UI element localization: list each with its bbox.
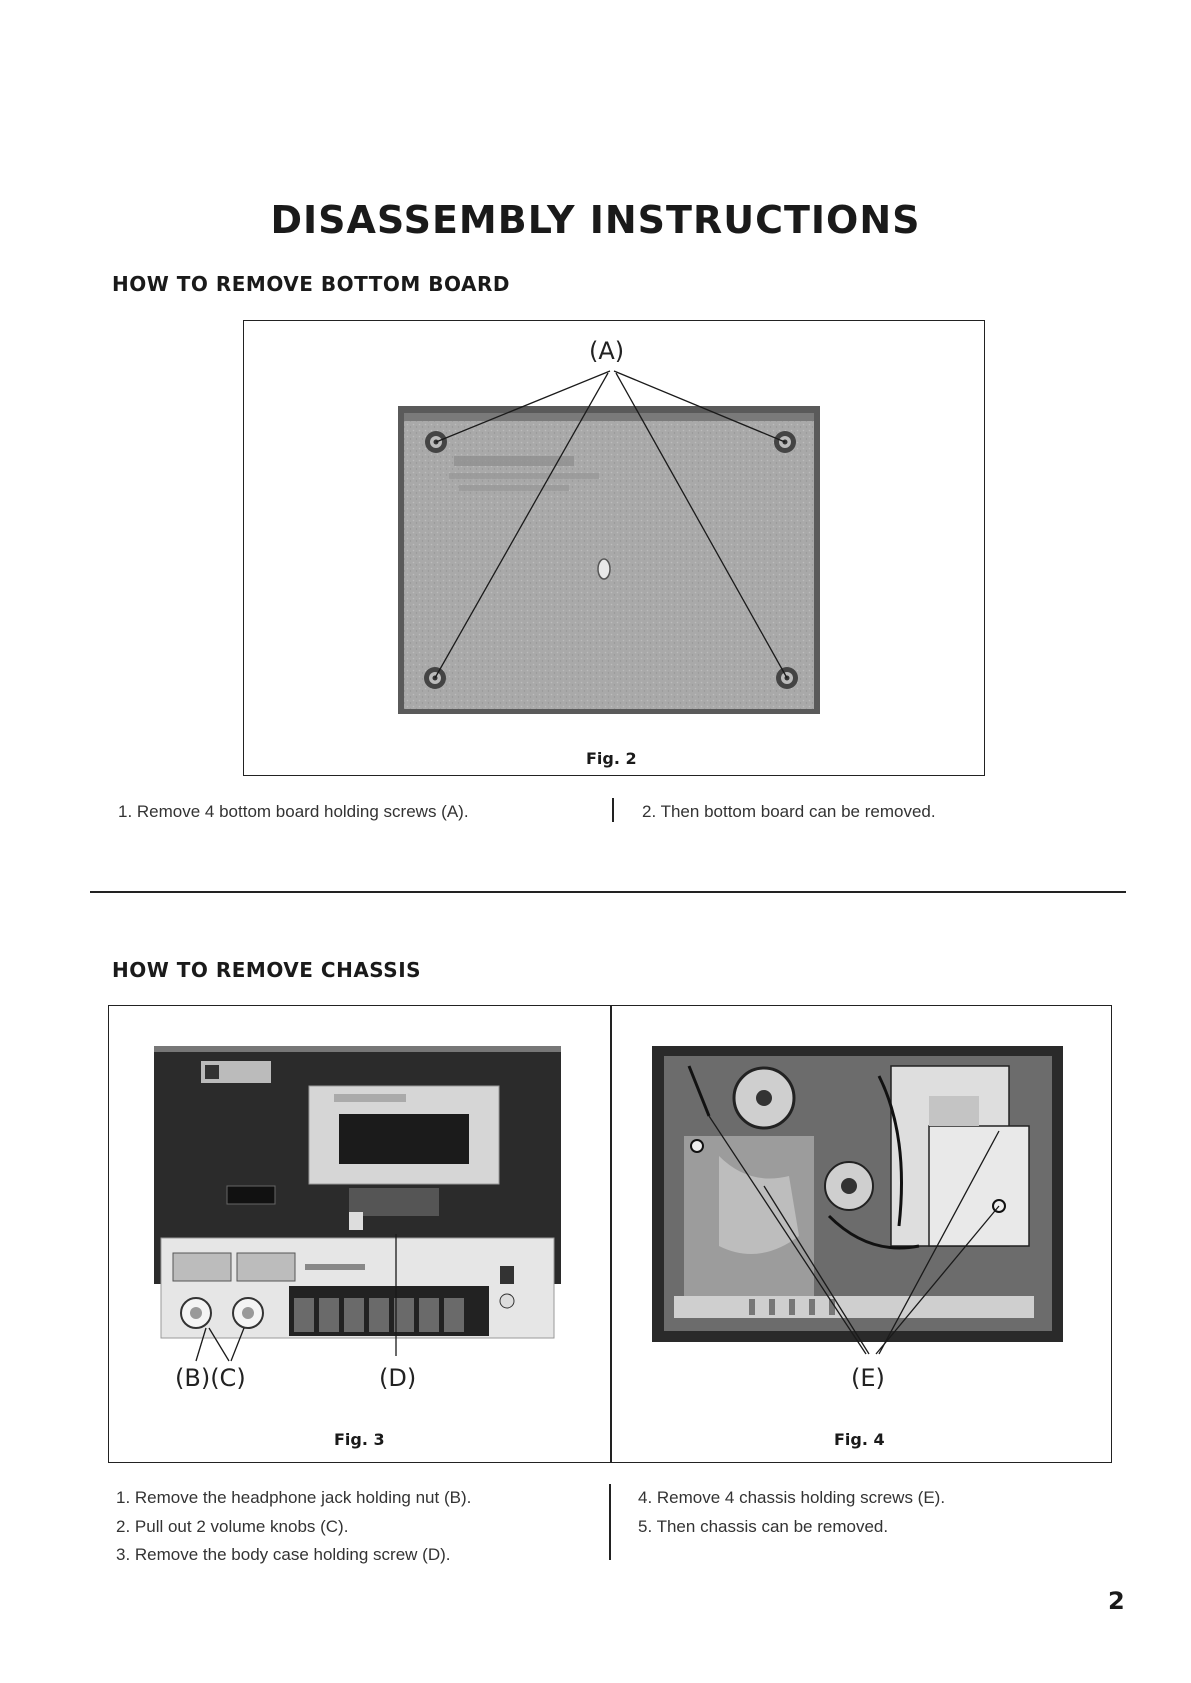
- section1-steps-left: [118, 802, 469, 822]
- figure-4-illustration: [612, 1006, 1114, 1462]
- screw-icon: [691, 1140, 703, 1152]
- figure-2-illustration: [244, 321, 983, 774]
- callout-a: (A): [589, 337, 625, 365]
- column-divider: [609, 1484, 611, 1560]
- figure-3-caption: Fig. 3: [334, 1430, 385, 1449]
- figure-4-caption: Fig. 4: [834, 1430, 885, 1449]
- step-4: 4. Remove 4 chassis holding screws (E).: [638, 1488, 946, 1507]
- page-title: DISASSEMBLY INSTRUCTIONS: [270, 198, 921, 242]
- step-1: 1. Remove the headphone jack holding nut (B).: [116, 1488, 472, 1507]
- callout-d: (D): [379, 1364, 417, 1392]
- section1-steps-right: [642, 802, 936, 822]
- figure-2-frame: [243, 320, 985, 776]
- step-1: 1. Remove 4 bottom board holding screws (A).: [118, 802, 469, 821]
- callout-bc: (B)(C): [175, 1364, 246, 1392]
- step-3: 3. Remove the body case holding screw (D).: [116, 1545, 451, 1564]
- section2-steps-right: [638, 1484, 945, 1541]
- knob-icon: [233, 1298, 263, 1328]
- step-2: 2. Then bottom board can be removed.: [642, 802, 936, 821]
- step-2: 2. Pull out 2 volume knobs (C).: [116, 1516, 349, 1536]
- section-heading-bottom-board: HOW TO REMOVE BOTTOM BOARD: [112, 272, 510, 296]
- section-divider: [90, 891, 1126, 893]
- column-divider: [612, 798, 614, 822]
- callout-e: (E): [851, 1364, 885, 1392]
- figure-3-illustration: [109, 1006, 609, 1462]
- figure-2-caption: Fig. 2: [586, 749, 637, 768]
- knob-icon: [181, 1298, 211, 1328]
- figures-3-4-frame: [108, 1005, 1112, 1463]
- page-number: 2: [1108, 1587, 1125, 1615]
- step-5: 5. Then chassis can be removed.: [638, 1516, 889, 1536]
- section-heading-chassis: HOW TO REMOVE CHASSIS: [112, 958, 422, 982]
- section2-steps-left: [116, 1484, 471, 1570]
